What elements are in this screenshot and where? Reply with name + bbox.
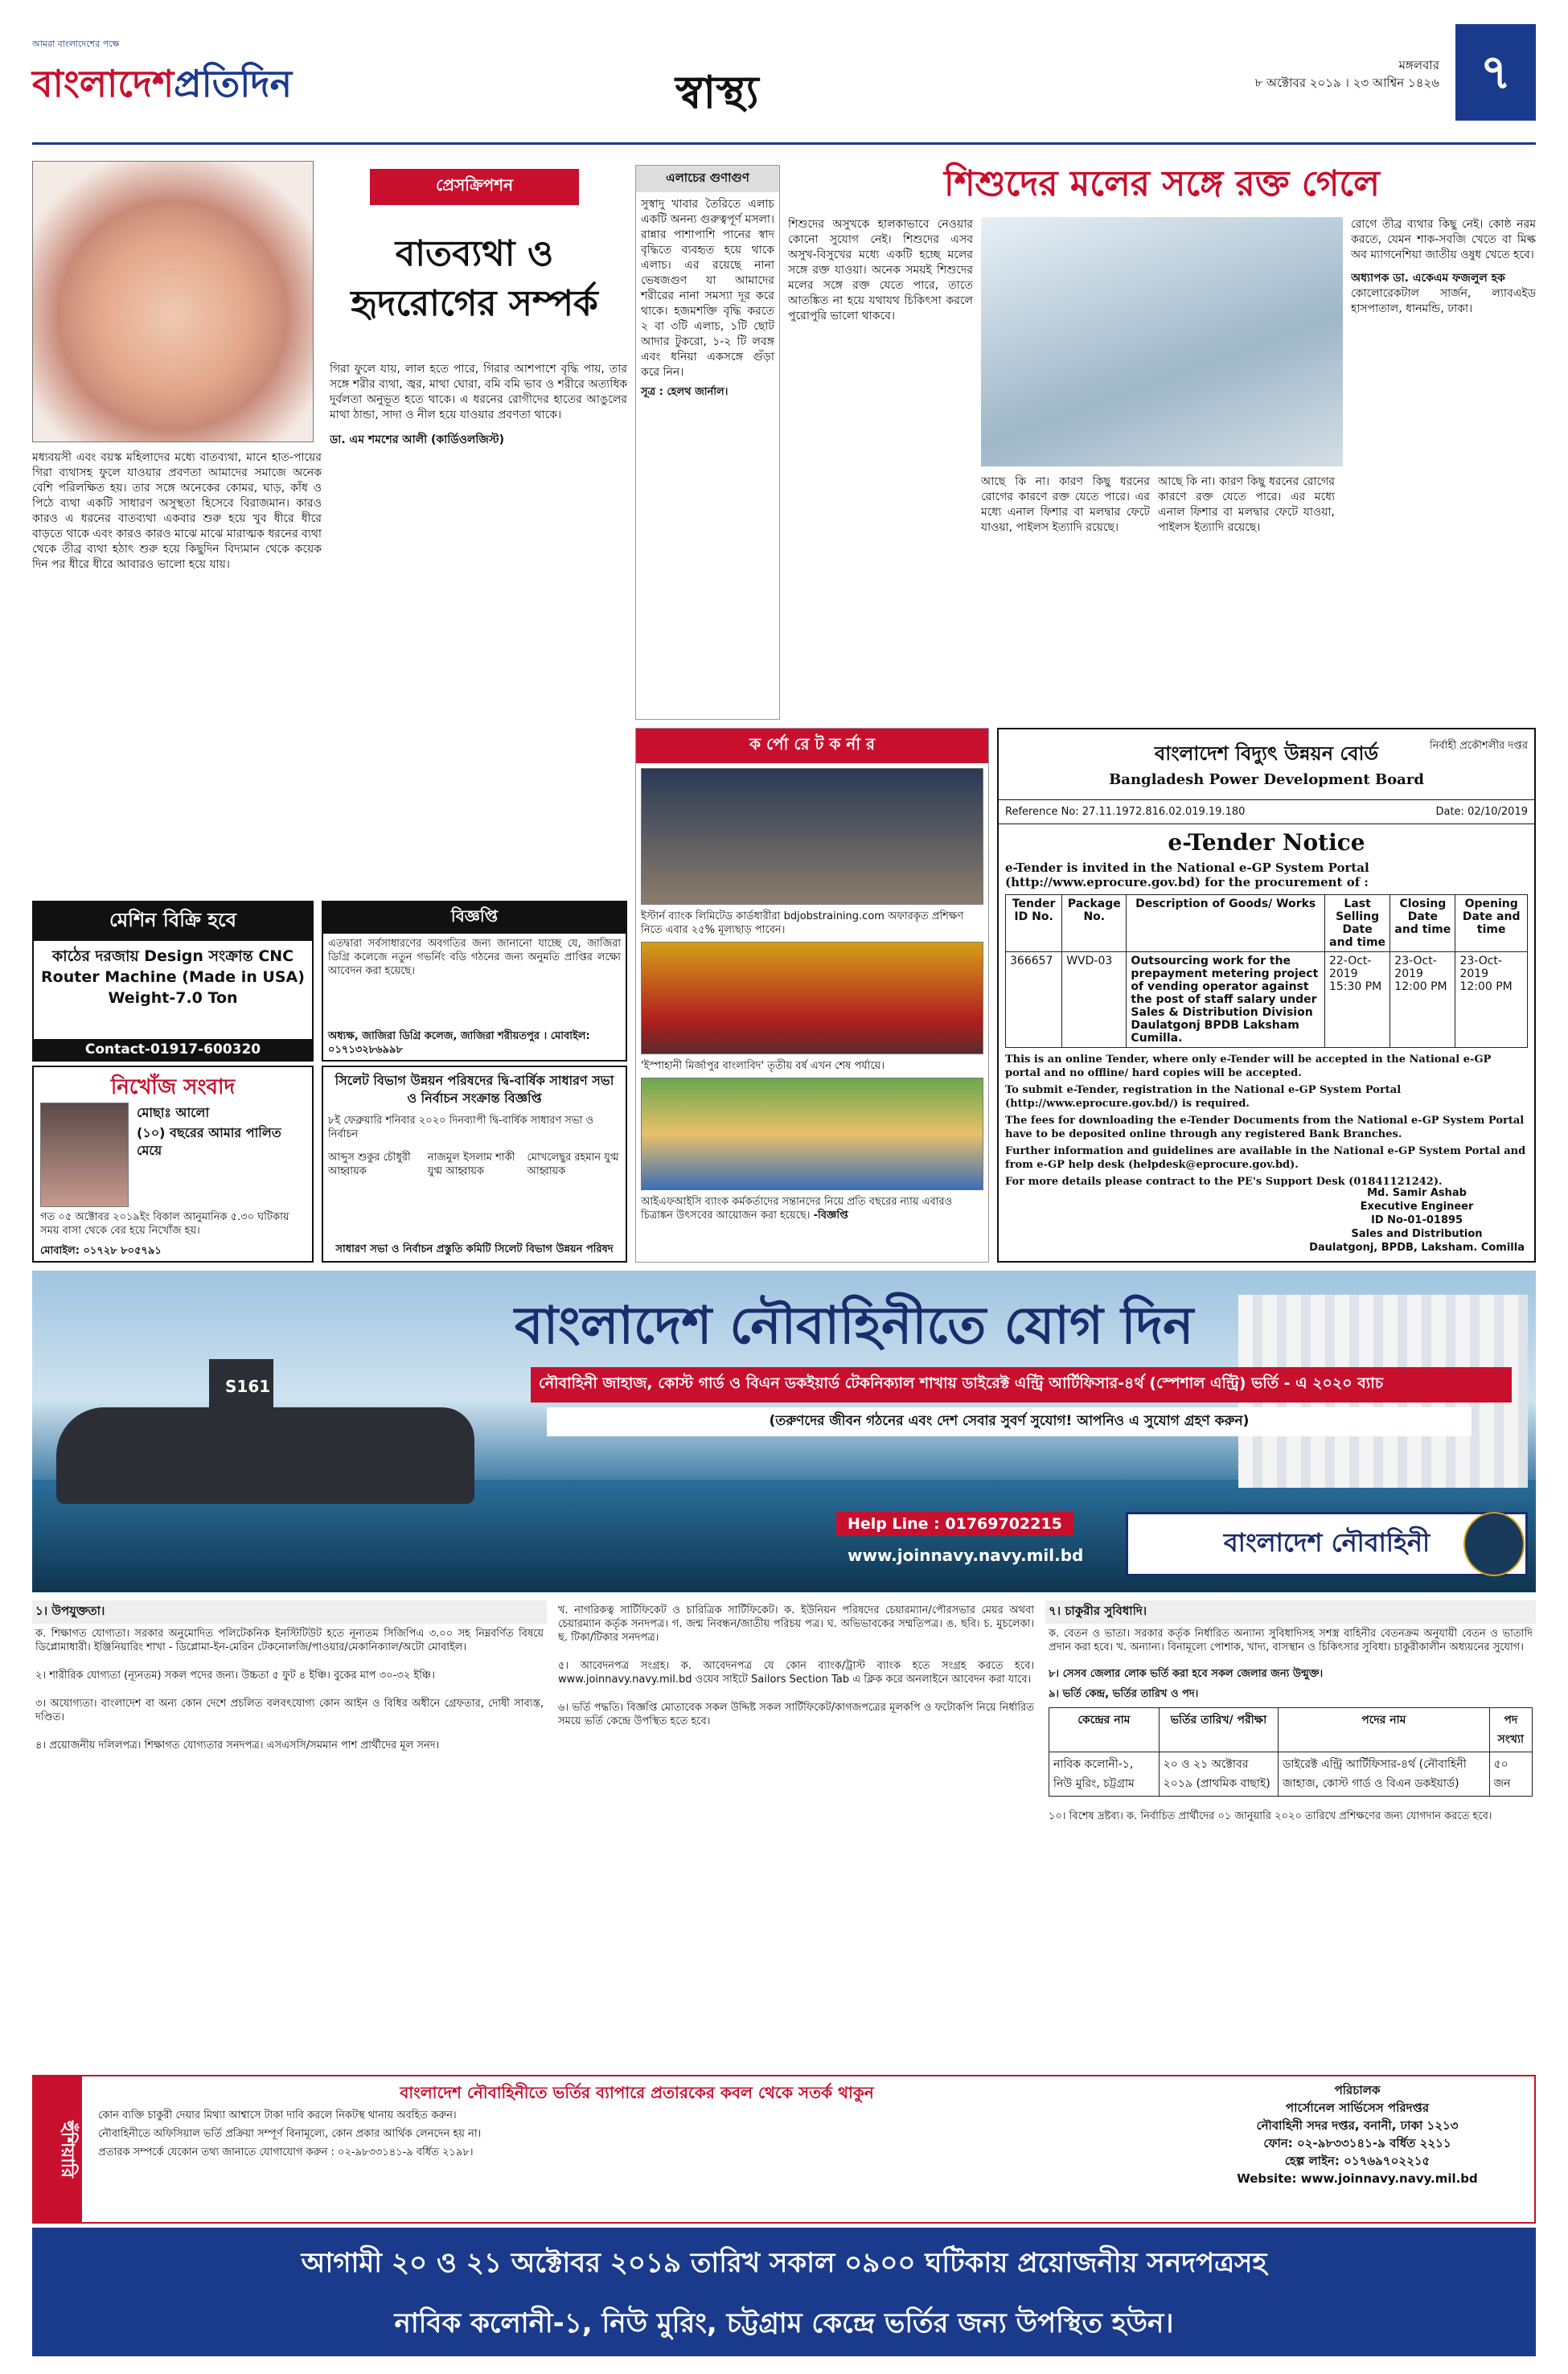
kids-title: শিশুদের মলের সঙ্গে রক্ত গেলে xyxy=(944,163,1380,204)
signer-line: ID No-01-01895 xyxy=(1371,1214,1463,1226)
signer-line: Md. Samir Ashab xyxy=(1367,1187,1467,1199)
jajira-body: এতদ্বারা সর্বসাধারণের অবগতির জন্য জানানো যাচ্ছে যে, জাজিরা ডিগ্রি কলেজে নতুন গভর্নিং বডি গঠনের জন্য অনুমতি প্রাপ্তির লক্ষ্যে আবেদন করা হয়েছে। xyxy=(328,938,621,977)
tender-th: Description of Goods/ Works xyxy=(1127,895,1325,952)
admission-process-body: ৬। ভর্তি পদ্ধতি। বিজ্ঞপ্তি মোতাবেক সকল উদ্দিষ্ট সকল সার্টিফিকেট/কাগজপত্রের মূলকপি ও ফটোকপি নিয়ে নির্ধারিত সময়ে ভর্তি কেন্দ্রে উপস্থিত হতে হবে। xyxy=(558,1702,1034,1727)
sylhet-footer: সাধারণ সভা ও নির্বাচন প্রস্তুতি কমিটি সিলেট বিভাগ উন্নয়ন পরিষদ xyxy=(335,1243,614,1255)
bottom-line-1: আগামী ২০ ও ২১ অক্টোবর ২০১৯ তারিখ সকাল ০৯০০ ঘটিকায় প্রয়োজনীয় সনদপত্রসহ xyxy=(301,2247,1267,2279)
missing-ad xyxy=(32,1066,314,1263)
kids-body-2: আছে কি না। কারণ কিছু ধরনের রোগের কারণে রক্ত যেতে পারে। এর মধ্যে এনাল ফিশার বা মলদ্বার ফেটে যাওয়া, পাইলস ইত্যাদি রয়েছে। xyxy=(981,475,1150,534)
sylhet-name-1: আব্দুস শুকুর চৌধুরী আহ্বায়ক xyxy=(328,1152,411,1177)
tender-table-wrap xyxy=(999,889,1534,1053)
tender-title: e-Tender Notice xyxy=(1168,829,1365,856)
contact-hotline[interactable]: হেল্প লাইন: ০১৭৬৯৭০২২১৫ xyxy=(1284,2154,1430,2168)
newspaper-logo[interactable] xyxy=(32,56,292,117)
sylhet-title: সিলেট বিভাগ উন্নয়ন পরিষদের দ্বি-বার্ষিক সাধারণ সভা ও নির্বাচন সংক্রান্ত বিজ্ঞপ্তি xyxy=(335,1073,614,1106)
corporate-caption-1: ইস্টার্ন ব্যাংক লিমিটেড কার্ডধারীরা bdjobstraining.com অফারকৃত প্রশিক্ষণ নিতে এবার ২৫% মূল্যছাড় পাবেন। xyxy=(641,910,964,936)
tender-org-bn: বাংলাদেশ বিদ্যুৎ উন্নয়ন বোর্ড xyxy=(1154,742,1379,765)
missing-body: গত ০৫ অক্টোবর ২০১৯ইং বিকাল আনুমানিক ৫.৩০ ঘটিকায় সময় বাসা থেকে বের হয়ে নিখোঁজ হয়। xyxy=(40,1211,289,1237)
eligibility-body: ক. শিক্ষাগত যোগ্যতা। সরকার অনুমোদিত পলিটেকনিক ইনস্টিটিউট হতে নূন্যতম সিজিপিএ ৩.০০ সহ নিম্নবর্ণিত বিষয়ে ডিপ্লোমাধারী। ইঞ্জিনিয়ারিং শাখা - ডিপ্লোমা-ইন-মেরিন টেকনোলজি/পাওয়ার/মেকানিক্যাল/অটো মোবাইল। xyxy=(35,1628,544,1653)
navy-subtitle-2: (তরুণদের জীবন গঠনের এবং দেশ সেবার সুবর্ণ সুযোগ! আপনিও এ সুযোগ গ্রহণ করুন) xyxy=(547,1407,1472,1436)
tender-intro: e-Tender is invited in the National e-GP System Portal (http://www.eprocure.gov.bd) for the procurement of : xyxy=(1005,860,1369,889)
navy-bottom-bar xyxy=(32,2228,1536,2356)
stethoscope-photo xyxy=(981,217,1343,466)
districts-body: ৮। সেসব জেলার লোক ভর্তি করা হবে সকল জেলার জন্য উন্মুক্ত। xyxy=(1049,1668,1324,1680)
prescription-title: বাতব্যথা ও হৃদরোগের সম্পর্ক xyxy=(351,233,598,324)
warning-title: বাংলাদেশ নৌবাহিনীতে ভর্তির ব্যাপারে প্রতারকের কবল থেকে সতর্ক থাকুন xyxy=(400,2083,874,2102)
tender-th: Closing Date and time xyxy=(1390,895,1455,952)
documents-body: ৪। প্রয়োজনীয় দলিলপত্র। শিক্ষাগত যোগ্যতার সনদপত্র। এসএসসি/সমমান পাশ প্রার্থীদের মূল সনদ। xyxy=(35,1739,440,1752)
centers-table-wrap xyxy=(1045,1704,1536,1800)
logo-blue: প্রতিদিন xyxy=(174,62,293,105)
contact-line: পার্সোনেল সার্ভিসেস পরিদপ্তর xyxy=(1285,2101,1430,2115)
section-title: স্বাস্থ্য xyxy=(675,66,759,119)
warning-item: প্রতারক সম্পর্কে যেকোন তথ্য জানাতে যোগাযোগ করুন : ০২-৯৮৩৩১৪১-৯ বর্ধিত ২১৯৮। xyxy=(98,2146,474,2158)
tender-refline xyxy=(999,799,1534,824)
missing-age: (১০) বছরের আমার পালিত মেয়ে xyxy=(137,1125,281,1158)
missing-name: মোছাঃ আলো xyxy=(137,1105,210,1120)
kids-body-2b: আছে কি না। কারণ কিছু ধরনের রোগের কারণে রক্ত যেতে পারে। এর মধ্যে এনাল ফিশার বা মলদ্বার ফেটে যাওয়া, পাইলস ইত্যাদি রয়েছে। xyxy=(1158,475,1335,534)
missing-info xyxy=(137,1103,309,1160)
page-number: ৭ xyxy=(1455,24,1536,121)
warning-item: নৌবাহিনীতে অফিসিয়াল ভর্তি প্রক্রিয়া সম্পূর্ণ বিনামূল্যে, কোন প্রকার আর্থিক লেনদেন হয় না। xyxy=(98,2128,482,2140)
centers-th: পদের নাম xyxy=(1279,1708,1490,1752)
tender-td: WVD-03 xyxy=(1062,952,1127,1048)
corporate-caption-3-text: আইএফআইসি ব্যাংক কর্মকর্তাদের সন্তানদের নিয়ে প্রতি বছরের ন্যায় এবারও চিত্রাঙ্কন উৎসবের আয়োজন করা হয়েছে। xyxy=(641,1196,953,1222)
tender-row xyxy=(1006,952,1528,1048)
sylhet-names xyxy=(323,1143,626,1186)
tender-notes xyxy=(999,1053,1534,1189)
navy-emblem-icon xyxy=(1463,1512,1525,1576)
navy-brand: বাংলাদেশ নৌবাহিনী xyxy=(1223,1527,1430,1558)
kids-body-3: রোগে তীব্র ব্যথার কিছু নেই। কোষ্ঠ নরম করতে, যেমন শাক-সবজি খেতে বা মিল্ক অব ম্যাগনেশিয়া জাতীয় ওষুধ খেতে হবে। xyxy=(1351,218,1536,261)
centers-title: ৯। ভর্তি কেন্দ্র, ভর্তির তারিখ ও পদ। xyxy=(1049,1688,1199,1700)
masthead xyxy=(32,24,1536,145)
centers-td: নাবিক কলোনী-১, নিউ মুরিং, চট্টগ্রাম xyxy=(1049,1752,1160,1797)
kids-body-3-wrap xyxy=(1351,217,1536,724)
tender-note: For more details please contract to the PE's Support Desk (01841121242). xyxy=(1005,1176,1443,1188)
special-note: ১০। বিশেষ দ্রষ্টব্য। ক. নির্বাচিত প্রার্থীদের ০১ জানুয়ারি ২০২০ তারিখে প্রশিক্ষণের জন্য যোগদান করতে হবে। xyxy=(1049,1810,1492,1822)
centers-th: পদ সংখ্যা xyxy=(1489,1708,1532,1752)
cardamom-source: সূত্র : হেলথ জার্নাল। xyxy=(641,386,729,398)
tender-office: নির্বাহী প্রকৌশলীর দপ্তর xyxy=(1430,740,1528,752)
corporate-photo-2 xyxy=(641,942,983,1054)
prescription-byline: ডা. এম শমশের আলী (কার্ডিওলজিস্ট) xyxy=(330,433,504,446)
navy-headline: বাংলাদেশ নৌবাহিনীতে যোগ দিন xyxy=(515,1296,1194,1356)
tender-th: Opening Date and time xyxy=(1455,895,1528,952)
citizenship-body: খ. নাগরিকত্ব সার্টিফিকেট ও চারিত্রিক সার্টিফিকেট। ক. ইউনিয়ন পরিষদের চেয়ারম্যান/পৌরসভার মেয়র অথবা চেয়ারম্যান কর্তৃক সনদপত্র। গ. জন্ম নিবন্ধন/জাতীয় পরিচয় পত্র। ঘ. অভিভাবকের সম্মতিপত্র। ঙ. ছবি। চ. মুচলেকা। ছ. টিকা/টিকার সনদপত্র। xyxy=(558,1604,1034,1644)
dateline xyxy=(1255,56,1439,92)
tender-td: Outsourcing work for the prepayment metering project of vending operator against the post of staff salary under Sales & Distribution Division Daulatgonj BPDB Laksham Cumilla. xyxy=(1127,952,1325,1048)
fraud-warning xyxy=(32,2075,1536,2224)
tender-signer xyxy=(1309,1186,1525,1255)
tender-org xyxy=(999,729,1534,788)
signer-line: Executive Engineer xyxy=(1360,1201,1474,1213)
centers-th: ভর্তির তারিখ/ পরীক্ষা xyxy=(1159,1708,1278,1752)
tender-th: Last Selling Date and time xyxy=(1324,895,1389,952)
warning-item: কোন ব্যক্তি চাকুরী দেয়ার মিথ্যা আশ্বাসে টাকা দাবি করলে নিকটস্থ থানায় অবহিত করুন। xyxy=(98,2109,457,2121)
corporate-caption-3 xyxy=(636,1195,988,1222)
sylhet-body: ৮ই ফেব্রুয়ারি শনিবার ২০২০ দিনব্যাপী দ্বি-বার্ষিক সাধারণ সভা ও নির্বাচন xyxy=(328,1115,594,1140)
tagline: আমরা বাংলাদেশের পক্ষে xyxy=(32,39,120,49)
cardamom-body: সুস্বাদু খাবার তৈরিতে এলাচ একটি অনন্য গুরুত্বপূর্ণ মসলা। রান্নার পাশাপাশি পানের স্বাদ বৃদ্ধিতে ব্যবহৃত হয়ে থাকে এলাচ। এর রয়েছে নানা ভেষজগুণ যা আমাদের শরীরের নানা সমস্যা দূর করে থাকে। হজমশক্তি বৃদ্ধি করতে ২ বা ৩টি এলাচ, ১টি ছোট আদার টুকরো, ১-২ টি লবঙ্গ এবং ধনিয়া একসঙ্গে গুঁড়া করে নিন। xyxy=(641,198,774,379)
centers-row xyxy=(1049,1752,1533,1797)
tender-td: 23-Oct-2019 12:00 PM xyxy=(1455,952,1528,1048)
tender-ref: Reference No: 27.11.1972.816.02.019.19.180 xyxy=(1005,806,1246,818)
prescription-label: প্রেসক্রিপশন xyxy=(370,169,579,205)
submarine xyxy=(56,1407,474,1504)
knee-photo xyxy=(32,161,314,442)
contact-line: পরিচালক xyxy=(1334,2083,1381,2097)
contact-phone[interactable]: ফোন: ০২-৯৮৩৩১৪১-৯ বর্ধিত ২২১১ xyxy=(1263,2136,1451,2150)
tender-note: The fees for downloading the e-Tender Documents from the National e-GP System Portal have to be deposited online through any registered Bank Branches. xyxy=(1005,1115,1525,1140)
tender-td: 23-Oct-2019 12:00 PM xyxy=(1390,952,1455,1048)
centers-th: কেন্দ্রের নাম xyxy=(1049,1708,1160,1752)
jajira-footer: অধ্যক্ষ, জাজিরা ডিগ্রি কলেজ, জাজিরা শরীয়তপুর । মোবাইল: ০১৭১৩২৮৬৯৯৮ xyxy=(328,1030,590,1056)
machine-body: কাঠের দরজায় Design সংক্রান্ত CNC Router Machine (Made in USA) Weight-7.0 Ton xyxy=(41,947,305,1007)
sylhet-name-3: মোখলেছুর রহমান যুগ্ম আহ্বায়ক xyxy=(527,1152,619,1177)
signer-line: Sales and Distribution xyxy=(1351,1228,1483,1240)
machine-ad xyxy=(32,901,314,1062)
prescription-text: গিরা ফুলে যায়, লাল হতে পারে, গিরার আশপাশে বৃদ্ধি পায়, তার সঙ্গে শরীর ব্যথা, জ্বর, মাথা ঘোরা, বমি বমি ভাব ও শরীরে অত্যধিক দুর্বলতা অনুভূত হতে থাকে। এ ধরনের রোগীদের হাতের আঙুলের মাথা ঠান্ডা, সাদা ও নীল হয়ে যাওয়ার প্রবণতা থাকে। xyxy=(330,363,627,421)
warning-contact xyxy=(1188,2081,1526,2187)
tender-th: Tender ID No. xyxy=(1006,895,1062,952)
cardamom-box xyxy=(635,165,780,720)
tender-note: This is an online Tender, where only e-Tender will be accepted in the National e-GP portal and no offline/ hard copies will be accepted. xyxy=(1005,1054,1492,1079)
prescription-body-1: মধ্যবয়সী এবং বয়স্ক মহিলাদের মধ্যে বাতব্যথা, মানে হাত-পায়ের গিরা ব্যথাসহ ফুলে যাওয়ার প্রবণতা আমাদের সমাজে অনেক বেশি পরিলক্ষিত হয়। তার সঙ্গে অনেকের কোমর, ঘাড়, কাঁধ ও পিঠে ব্যথা একটি সাধারণ অসুস্থতা হিসেবে বিরাজমান। কারও কারও এ ধরনের বাতব্যথা একবার শুরু হয়ে খুব ধীরে ধীরে বাড়তে থাকে এবং কারও কারও মাঝে মাঝে মারাত্মক ধরনের ব্যথা থেকে তীব্র ব্যথা হঠাৎ শুরু হয়ে কিছুদিন বিদ্যমান থেকে কয়েক দিন পর ধীরে ধীরে আবারও ভালো হয়ে যায়। xyxy=(32,451,322,571)
sylhet-notice xyxy=(322,1066,627,1263)
benefits-body: ক. বেতন ও ভাতা। সরকার কর্তৃক নির্ধারিত অন্যান্য সুবিধাদিসহ সশস্ত্র বাহিনীর বেতনক্রম অনুযায়ী বেতন ও ভাতাদি প্রদান করা হবে। খ. অন্যান্য। বিনামূল্যে পোশাক, খাদ্য, বাসস্থান ও চিকিৎসার সুবিধা। চাকুরীকালীন অধ্যয়নের সুযোগ। xyxy=(1049,1628,1533,1653)
navy-subtitle: নৌবাহিনী জাহাজ, কোস্ট গার্ড ও বিএন ডকইয়ার্ড টেকনিক্যাল শাখায় ডাইরেক্ট এন্ট্রি আর্টিফিসার-৪র্থ (স্পেশাল এন্ট্রি) ভর্তি - এ ২০২০ ব্যাচ xyxy=(531,1367,1512,1403)
physical-body: ২। শারীরিক যোগ্যতা (ন্যূনতম) সকল পদের জন্য। উচ্চতা ৫ ফুট ৪ ইঞ্চি। বুকের মাপ ৩০-৩২ ইঞ্চি। xyxy=(35,1670,435,1682)
tender-org-en: Bangladesh Power Development Board xyxy=(1109,771,1424,788)
kids-byline: অধ্যাপক ডা. একেএম ফজলুল হক xyxy=(1351,272,1505,285)
e-tender-notice xyxy=(997,728,1536,1263)
missing-photo xyxy=(40,1103,129,1207)
centers-td: ডাইরেক্ট এন্ট্রি আর্টিফিসার-৪র্থ (নৌবাহিনী জাহাজ, কোস্ট গার্ড ও বিএন ডকইয়ার্ড) xyxy=(1279,1752,1490,1797)
bottom-line-2: নাবিক কলোনী-১, নিউ মুরিং, চট্টগ্রাম কেন্দ্রে ভর্তির জন্য উপস্থিত হউন। xyxy=(394,2307,1174,2339)
tender-table xyxy=(1005,894,1528,1048)
corporate-caption-2: 'ইস্পাহানী মির্জাপুর বাংলাবিদ' তৃতীয় বর্ষ এখন শেষ পর্যায়ে। xyxy=(641,1060,885,1072)
cardamom-label: এলাচের গুণাগুণ xyxy=(636,166,779,192)
warning-label: হুঁশিয়ারি xyxy=(34,2076,82,2222)
kids-byline-2: কোলোরেকটাল সার্জন, ল্যাবএইড হাসপাতাল, ধানমন্ডি, ঢাকা। xyxy=(1351,287,1536,315)
corporate-photo-1 xyxy=(641,768,983,905)
machine-title: মেশিন বিক্রি হবে xyxy=(34,902,312,941)
jajira-notice xyxy=(322,901,627,1062)
centers-header-row xyxy=(1049,1708,1533,1752)
tender-td: 366657 xyxy=(1006,952,1062,1048)
contact-website[interactable]: Website: www.joinnavy.navy.mil.bd xyxy=(1237,2171,1478,2186)
application-body: ৫। আবেদনপত্র সংগ্রহ। ক. আবেদনপত্র যে কোন ব্যাংক/ট্রাস্ট ব্যাংক হতে সংগ্রহ করতে হবে। www.joinnavy.navy.mil.bd ওয়েব সাইটে Sailors Section Tab এ ক্লিক করে অনলাইনে আবেদন করা যাবে। xyxy=(558,1660,1034,1686)
tender-note: Further information and guidelines are available in the National e-GP System Portal and from e-GP help desk (helpdesk@eprocure.gov.bd). xyxy=(1005,1145,1526,1171)
kids-title-wrap xyxy=(788,157,1536,205)
missing-contact[interactable]: মোবাইল: ০১৭২৮ ৮০৫৭৯১ xyxy=(40,1245,162,1257)
kids-body-1: শিশুদের অসুখকে হালকাভাবে নেওয়ার কোনো সুযোগ নেই। শিশুদের এসব অসুখ-বিসুখের মধ্যে একটি হচ্ছে মলের সঙ্গে রক্ত যাওয়া। অনেক সময়ই শিশুদের মলের সঙ্গে রক্ত যেতে পারে, তাতে আতঙ্কিত না হয়ে যথাযথ চিকিৎসা করলে পুরোপুরি ভালো থাকবে। xyxy=(788,218,973,322)
corporate-source: -বিজ্ঞপ্তি xyxy=(813,1210,848,1222)
logo-red: বাংলাদেশ xyxy=(32,62,174,105)
navy-banner xyxy=(32,1271,1536,1592)
machine-contact[interactable]: Contact-01917-600320 xyxy=(34,1039,312,1060)
navy-helpline[interactable]: Help Line : 01769702215 xyxy=(836,1512,1073,1536)
contact-line: নৌবাহিনী সদর দপ্তর, বনানী, ঢাকা ১২১৩ xyxy=(1256,2118,1459,2133)
day: মঙ্গলবার xyxy=(1398,58,1439,72)
centers-td: ৫০ জন xyxy=(1489,1752,1532,1797)
corporate-label: ক র্পো রে ট ক র্না র xyxy=(636,729,988,763)
benefits-title: ৭। চাকুরীর সুবিধাদি। xyxy=(1045,1600,1536,1624)
tender-date: Date: 02/10/2019 xyxy=(1435,806,1528,818)
prescription-body-2 xyxy=(330,362,627,897)
tender-th: Package No. xyxy=(1062,895,1127,952)
jajira-title: বিজ্ঞপ্তি xyxy=(323,902,626,934)
corporate-photo-3 xyxy=(641,1078,983,1190)
tender-td: 22-Oct-2019 15:30 PM xyxy=(1324,952,1389,1048)
eligibility-title: ১। উপযুক্ততা। xyxy=(32,1600,547,1624)
date: ৮ অক্টোবর ২০১৯ । ২৩ আশ্বিন ১৪২৬ xyxy=(1254,76,1439,90)
warning-items xyxy=(98,2109,1176,2159)
centers-table xyxy=(1049,1707,1533,1797)
navy-website[interactable]: www.joinnavy.navy.mil.bd xyxy=(848,1546,1084,1565)
corporate-corner xyxy=(635,728,989,1263)
centers-td: ২০ ও ২১ অক্টোবর ২০১৯ (প্রাথমিক বাছাই) xyxy=(1159,1752,1278,1797)
tender-header-row xyxy=(1006,895,1528,952)
disqualification-body: ৩। অযোগ্যতা। বাংলাদেশ বা অন্য কোন দেশে প্রচলিত বলবৎযোগ্য কোন আইন ও বিধির অধীনে গ্রেফতার, দোষী সাব্যস্ত, দণ্ডিত। xyxy=(35,1698,544,1723)
sylhet-name-2: নাজমুল ইসলাম শাকী যুগ্ম আহ্বায়ক xyxy=(427,1152,515,1177)
signer-line: Daulatgonj, BPDB, Laksham. Comilla xyxy=(1309,1242,1525,1254)
missing-title: নিখোঁজ সংবাদ xyxy=(110,1075,236,1099)
submarine-hull-no: S161 xyxy=(225,1377,271,1396)
tender-note: To submit e-Tender, registration in the National e-GP System Portal (http://www.eprocure.gov.bd/) is required. xyxy=(1005,1084,1402,1110)
